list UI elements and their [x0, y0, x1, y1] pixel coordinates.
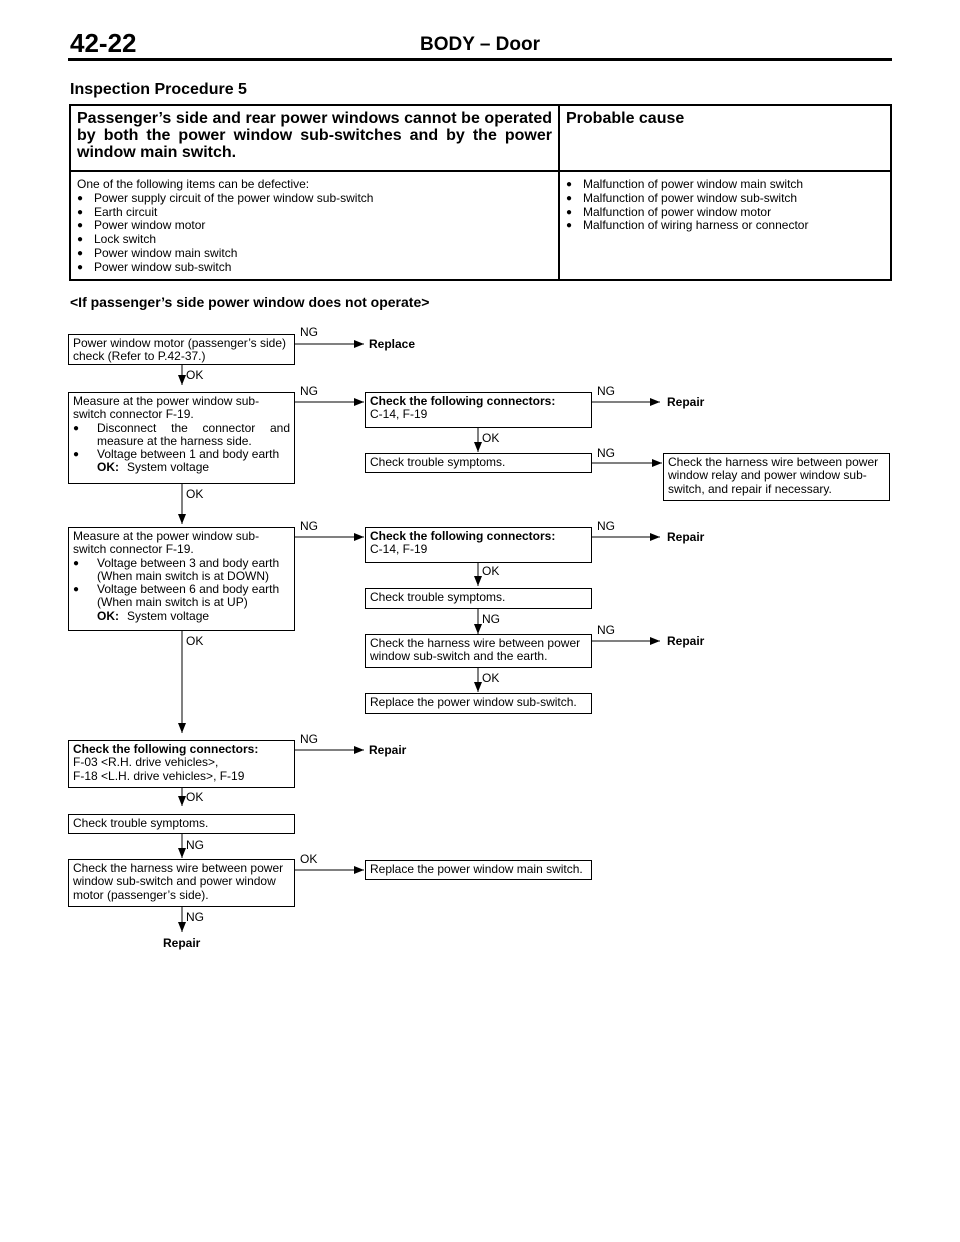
step-title: Check the following connectors: [370, 394, 556, 408]
ng-label: NG [300, 519, 318, 533]
step-bullet: ● Voltage between 6 and body earth [73, 583, 290, 596]
branch-b-check-connectors [365, 527, 592, 563]
ok-value: System voltage [127, 460, 210, 475]
result-repair: Repair [369, 743, 407, 757]
ng-label: NG [597, 623, 615, 637]
step-check-connectors [68, 740, 295, 788]
result-repair: Repair [667, 530, 705, 544]
result-repair: Repair [667, 395, 705, 409]
ok-label: OK [186, 487, 204, 501]
step-text: Measure at the power window sub- [73, 394, 260, 408]
branch-b-replace-sub-switch [365, 693, 592, 714]
branch-b-check-symptoms [365, 588, 592, 609]
ng-label: NG [482, 612, 500, 626]
step-text: Power window motor (passenger’s side) [73, 336, 286, 350]
step-note: (When main switch is at DOWN) [97, 568, 270, 583]
ng-label: NG [597, 519, 615, 533]
ok-label: OK [300, 852, 318, 866]
step-text: switch connector F-19. [73, 542, 194, 557]
ok-condition [73, 610, 290, 623]
list-item: ● Malfunction of wiring harness or connector [566, 219, 884, 233]
ng-label: NG [186, 910, 204, 924]
ng-label: NG [300, 384, 318, 398]
step-text: F-18 <L.H. drive vehicles>, F-19 [73, 768, 245, 783]
list-item: ● Earth circuit [77, 206, 552, 220]
list-item: ● Power window main switch [77, 247, 552, 261]
list-item: ● Power window sub-switch [77, 261, 552, 275]
branch-a-check-symptoms [365, 453, 592, 473]
step-check-harness-motor [68, 859, 295, 907]
list-item: ● Lock switch [77, 233, 552, 247]
flow-subtitle: <If passenger’s side power window does not operate> [70, 294, 430, 310]
ok-value: System voltage [127, 608, 210, 623]
ok-label: OK [186, 368, 204, 382]
list-item: ● Power window motor [77, 219, 552, 233]
step-text: Check the harness wire between power [73, 861, 284, 875]
ng-label: NG [597, 384, 615, 398]
step-text: switch, and repair if necessary. [668, 481, 832, 496]
ok-label: OK: [97, 460, 119, 475]
replace-main-switch [365, 860, 592, 880]
branch-b-check-harness [365, 634, 592, 668]
ok-condition [73, 461, 290, 474]
step-text: check (Refer to P.42-37.) [73, 349, 206, 364]
step-text: window relay and power window sub- [668, 468, 867, 483]
probable-cause-heading: Probable cause [559, 105, 891, 171]
ng-label: NG [597, 446, 615, 460]
section-title: BODY – Door [419, 34, 540, 55]
step-text: switch connector F-19. [73, 407, 194, 422]
step-motor-check [68, 334, 295, 365]
step-check-symptoms [68, 814, 295, 834]
result-replace: Replace [369, 337, 416, 351]
step-measure-voltage-1 [68, 392, 295, 484]
step-text: Check trouble symptoms. [370, 455, 506, 469]
step-text: window sub-switch and power window [73, 874, 276, 889]
step-text: Replace the power window main switch. [370, 862, 583, 876]
step-text: F-03 <R.H. drive vehicles>, [73, 755, 219, 770]
ng-label: NG [300, 732, 318, 746]
step-text: Replace the power window sub-switch. [370, 695, 577, 709]
step-text: Measure at the power window sub- [73, 529, 260, 543]
list-item: ● Power supply circuit of the power window sub-switch [77, 192, 552, 206]
step-text: motor (passenger’s side). [73, 887, 209, 902]
step-text: C-14, F-19 [370, 542, 428, 557]
step-bullet: ● Voltage between 1 and body earth [73, 448, 290, 461]
step-bullet: ● Disconnect the connector and measure at the harness side. [73, 422, 290, 449]
defective-intro: One of the following items can be defective: [77, 177, 310, 191]
step-measure-voltage-2 [68, 527, 295, 631]
symptom-heading: Passenger’s side and rear power windows cannot be operated by both the power window sub-switches and by the power window main switch. [70, 105, 559, 171]
ok-label: OK [482, 564, 500, 578]
step-note: (When main switch is at UP) [97, 595, 248, 610]
result-repair: Repair [163, 936, 201, 950]
step-bullet: ● Voltage between 3 and body earth [73, 557, 290, 570]
branch-a-check-harness [663, 453, 890, 501]
step-text: Check trouble symptoms. [370, 590, 506, 604]
ok-label: OK [186, 790, 204, 804]
list-item: ● Malfunction of power window sub-switch [566, 192, 884, 206]
step-text: Check trouble symptoms. [73, 816, 209, 830]
list-item: ● Malfunction of power window motor [566, 206, 884, 220]
step-text: Check the harness wire between power [668, 455, 879, 469]
ng-label: NG [300, 325, 318, 339]
step-title: Check the following connectors: [73, 742, 259, 756]
page-number: 42-22 [70, 28, 137, 58]
step-text: window sub-switch and the earth. [370, 649, 548, 664]
step-text: C-14, F-19 [370, 407, 428, 422]
list-item: ● Malfunction of power window main switch [566, 178, 884, 192]
step-title: Check the following connectors: [370, 529, 556, 543]
ok-label: OK [482, 671, 500, 685]
result-repair: Repair [667, 634, 705, 648]
step-text: Check the harness wire between power [370, 636, 581, 650]
ok-label: OK [482, 431, 500, 445]
ng-label: NG [186, 838, 204, 852]
ok-label: OK: [97, 608, 119, 623]
ok-label: OK [186, 634, 204, 648]
branch-a-check-connectors [365, 392, 592, 428]
procedure-title: Inspection Procedure 5 [70, 81, 247, 98]
